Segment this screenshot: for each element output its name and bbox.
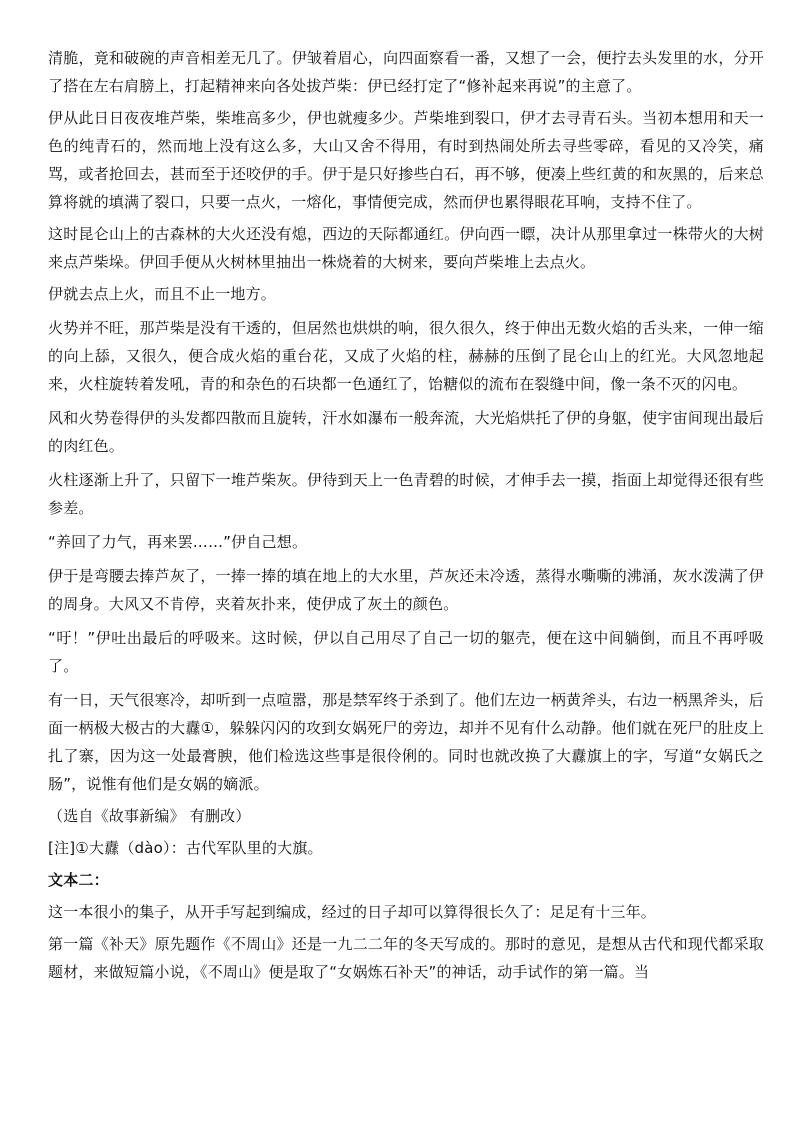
source-citation: （选自《故事新编》 有删改）	[48, 807, 251, 825]
paragraph-kunlun-fire: 这时昆仑山上的古森林的大火还没有熄，西边的天际都通红。伊向西一瞟，决计从那里拿过一株带火的大树来点芦柴垛。伊回手便从火树林里抽出一株烧着的大树来，要向芦柴堆上去点火。	[48, 225, 764, 271]
paragraph-collection-intro: 这一本很小的集子，从开手写起到编成，经过的日子却可以算得很长久了：足足有十三年。	[48, 903, 657, 921]
paragraph-last-breath: “吁！”伊吐出最后的呼吸来。这时候，伊以自己用尽了自己一切的躯壳，便在这中间躺倒，而且不再呼吸了。	[48, 629, 764, 675]
paragraph-ash-remains: 火柱逐渐上升了，只留下一堆芦柴灰。伊待到天上一色青碧的时候，才伸手去一摸，指面上却觉得还很有些参差。	[48, 471, 764, 517]
paragraph-imperial-army: 有一日，天气很寒冷，却听到一点喧嚣，那是禁军终于杀到了。他们左边一柄黄斧头，右边一柄黑斧头，后面一柄极大极古的大纛①，躲躲闪闪的攻到女娲死尸的旁边，却并不见有什么动静。他们就在死尸的肚皮上扎了寨，因为这一处最膏腴，他们检选这些事是很伶俐的。同时也就改换了大纛旗上的字，写道“女娲氏之肠”，说惟有他们是女娲的嫡派。	[48, 691, 764, 793]
section-heading-text-two: 文本二：	[48, 871, 109, 889]
paragraph-fire-rising: 火势并不旺，那芦柴是没有干透的，但居然也烘烘的响，很久很久，终于伸出无数火焰的舌头来，一伸一缩的向上舔，又很久，便合成火焰的重台花，又成了火焰的柱，赫赫的压倒了昆仑山上的红光。大风忽地起来，火柱旋转着发吼，青的和杂色的石块都一色通红了，饴糖似的流布在裂缝中间，像一条不灭的闪电。	[48, 319, 764, 393]
paragraph-light-fire: 伊就去点上火，而且不止一地方。	[48, 285, 277, 303]
paragraph-fill-ashes: 伊于是弯腰去捧芦灰了，一捧一捧的填在地上的大水里，芦灰还未冷透，蒸得水嘶嘶的沸涌，灰水泼满了伊的周身。大风又不肯停，夹着灰扑来，使伊成了灰土的颜色。	[48, 567, 764, 613]
paragraph-inner-thought: “养回了力气，再来罢……”伊自己想。	[48, 533, 308, 551]
paragraph-repair-decision: 清脆，竟和破碗的声音相差无几了。伊皱着眉心，向四面察看一番，又想了一会，便拧去头发里的水，分开了搭在左右肩膀上，打起精神来向各处拔芦柴：伊已经打定了“修补起来再说”的主意了。	[48, 49, 764, 95]
paragraph-wind-and-fire: 风和火势卷得伊的头发都四散而且旋转，汗水如瀑布一般奔流，大光焰烘托了伊的身躯，使宇宙间现出最后的肉红色。	[48, 409, 764, 455]
annotation-note: [注]①大纛（dào）：古代军队里的大旗。	[48, 839, 323, 857]
paragraph-pile-reeds: 伊从此日日夜夜堆芦柴，柴堆高多少，伊也就瘦多少。芦柴堆到裂口，伊才去寻青石头。当初本想用和天一色的纯青石的，然而地上没有这么多，大山又舍不得用，有时到热闹处所去寻些零碎，看见的又冷笑，痛骂，或者抢回去，甚而至于还咬伊的手。伊于是只好掺些白石，再不够，便凑上些红黄的和灰黑的，后来总算将就的填满了裂口，只要一点火，一熔化，事情便完成，然而伊也累得眼花耳响，支持不住了。	[48, 109, 764, 211]
paragraph-first-story: 第一篇《补天》原先题作《不周山》还是一九二二年的冬天写成的。那时的意见，是想从古代和现代都采取题材，来做短篇小说，《不周山》便是取了“女娲炼石补天”的神话，动手试作的第一篇。当	[48, 935, 764, 981]
